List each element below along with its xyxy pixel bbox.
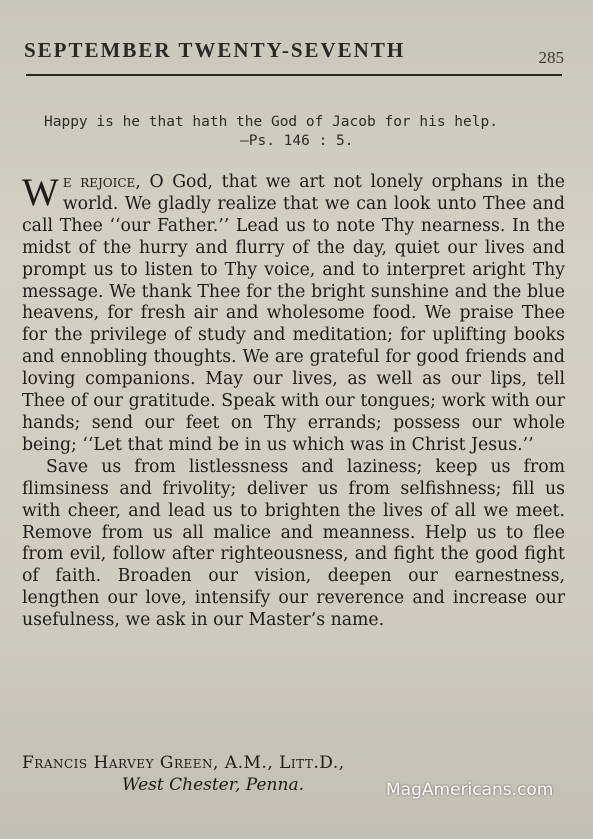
epigraph xyxy=(44,113,554,149)
prayer-paragraph-1 xyxy=(22,172,565,457)
page-title: SEPTEMBER TWENTY-SEVENTH xyxy=(24,38,406,62)
paragraph-1-text: O God, that we art not lonely orphans in the world. We gladly realize that we can look unto Thee and call Thee ‘‘our Father.’’ Lead us to note Thy nearness. In the midst of the hurry and flurry of the day, quiet our lives and prompt us to listen to Thy voice, and to interpret aright Thy message. We thank Thee for the bright sunshine and the blue heavens, for fresh air and wholesome food. We praise Thee for the privilege of study and meditation; for uplifting books and ennobling thoughts. We are grateful for good friends and loving companions. May our lives, as well as our lips, tell Thee of our gratitude. Speak with our tongues; work with our hands; send our feet on Thy errands; possess our whole being; ‘‘Let that mind be in us which was in Christ Jesus.’’ xyxy=(22,172,566,455)
lead-in: e rejoice, xyxy=(62,172,141,192)
page-header xyxy=(24,38,564,78)
author-location: West Chester, Penna. xyxy=(122,775,304,795)
header-rule xyxy=(26,74,562,76)
prayer-body xyxy=(22,172,565,632)
watermark: MagAmericans.com xyxy=(386,780,554,800)
epigraph-citation: —Ps. 146 : 5. xyxy=(240,133,354,149)
page-number: 285 xyxy=(538,48,564,67)
epigraph-verse: Happy is he that hath the God of Jacob for his help. xyxy=(44,114,498,130)
prayer-paragraph-2: Save us from listlessness and laziness; keep us from flimsiness and frivolity; deliver us from selfishness; fill us with cheer, and lead us to brighten the lives of all we meet. Remove from us all malice and meanness. Help us to flee from evil, follow after righteousness, and fight the good fight of faith. Broaden our vision, deepen our earnestness, lengthen our love, intensify our reverence and increase our usefulness, we ask in our Master’s name. xyxy=(22,456,565,631)
drop-cap: W xyxy=(22,171,59,214)
author-name: Francis Harvey Green, A.M., Litt.D., xyxy=(22,753,345,773)
